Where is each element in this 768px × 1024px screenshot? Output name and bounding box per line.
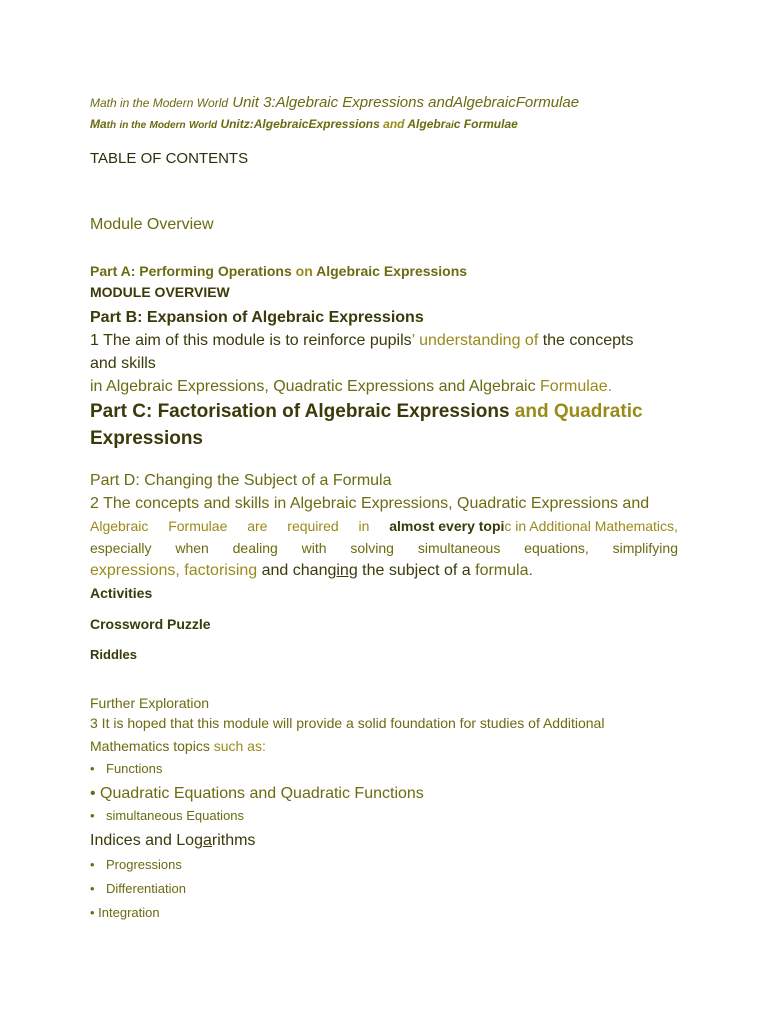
- module-overview-heading: MODULE OVERVIEW: [90, 284, 230, 300]
- para-text: The aim of this module is to reinforce pupils: [98, 332, 412, 349]
- para-text: and chan: [257, 562, 328, 579]
- paragraph-1-cont2: [90, 378, 612, 396]
- riddles-heading[interactable]: Riddles: [90, 647, 137, 662]
- para-number: 2: [90, 495, 99, 512]
- title-fragment: and: [383, 117, 405, 131]
- paragraph-2-justified-1: [90, 518, 678, 534]
- bullet-icon: •: [90, 857, 95, 872]
- list-item-label: simultaneous Equations: [106, 808, 245, 823]
- module-overview-link[interactable]: Module Overview: [90, 216, 214, 233]
- toc-heading: TABLE OF CONTENTS: [90, 150, 249, 167]
- part-c-heading-cont[interactable]: Expressions: [90, 428, 203, 449]
- part-c-text: Part C: Factorisation of Algebraic Expressions: [90, 401, 510, 422]
- bullet-icon: •: [90, 881, 95, 896]
- crossword-heading[interactable]: Crossword Puzzle: [90, 616, 211, 632]
- word: simplifying: [612, 540, 678, 556]
- title-fragment: Formulae: [463, 117, 518, 131]
- list-item: [90, 881, 186, 896]
- word: when: [175, 540, 209, 556]
- para-text: Formulae.: [535, 378, 613, 395]
- word: Algebraic: [90, 518, 149, 534]
- list-item-label: rithms: [211, 832, 256, 849]
- activities-heading[interactable]: Activities: [90, 585, 153, 601]
- paragraph-1-cont: and skills: [90, 355, 156, 372]
- word: solving: [350, 540, 394, 556]
- word: in: [358, 518, 370, 534]
- doc-title-line: [90, 94, 579, 111]
- word: especially: [90, 540, 152, 556]
- para-text: ’ understanding of: [411, 332, 539, 349]
- title-fragment: in the: [119, 120, 147, 131]
- paragraph-2: [90, 495, 649, 513]
- word: equations,: [524, 540, 589, 556]
- list-item: [90, 761, 162, 776]
- para-number: 1: [90, 332, 99, 349]
- part-a-text: Algebraic Expressions: [316, 263, 468, 279]
- list-item: [90, 832, 255, 850]
- paragraph-2-justified-2: [90, 540, 678, 556]
- para-number: 3: [90, 715, 98, 731]
- bullet-icon: •: [90, 761, 95, 776]
- list-item-label: Functions: [106, 761, 163, 776]
- part-d-heading[interactable]: Part D: Changing the Subject of a Formula: [90, 472, 392, 489]
- para-text: The concepts and skills in Algebraic Expressions, Quadratic Expressions and: [98, 495, 650, 512]
- para-text: ging: [327, 562, 358, 579]
- part-c-text: and Quadratic: [509, 401, 643, 422]
- title-fragment: ai: [445, 120, 454, 131]
- title-fragment: Ma: [90, 117, 107, 131]
- unit-title: Unit 3:Algebraic Expressions andAlgebraicFormulae: [232, 94, 580, 111]
- para-text: the concepts: [538, 332, 634, 349]
- list-item-label: ga: [194, 832, 212, 849]
- list-item-label: Progressions: [106, 857, 182, 872]
- title-fragment: Unitz:AlgebraicExpressions: [220, 117, 380, 131]
- para-text: Mathematics topics: [90, 738, 210, 754]
- part-c-heading[interactable]: [90, 401, 643, 423]
- list-item: • Quadratic Equations and Quadratic Functions: [90, 785, 424, 802]
- paragraph-1: [90, 332, 633, 350]
- part-a-text: on: [295, 263, 313, 279]
- para-text: formula.: [470, 562, 533, 579]
- further-exploration-heading[interactable]: Further Exploration: [90, 695, 210, 711]
- title-fragment: th: [106, 120, 117, 131]
- word: with: [301, 540, 327, 556]
- part-a-heading[interactable]: [90, 263, 467, 279]
- title-fragment: ld: [208, 120, 218, 131]
- para-text: such as:: [209, 738, 266, 754]
- list-item: • Integration: [90, 905, 160, 920]
- title-fragment: c: [453, 117, 461, 131]
- part-b-heading[interactable]: Part B: Expansion of Algebraic Expressions: [90, 309, 424, 326]
- doc-title-line-duplicate: [90, 117, 518, 131]
- list-item-label: Differentiation: [106, 881, 186, 896]
- title-fragment: or: [198, 120, 209, 131]
- word: required: [287, 518, 339, 534]
- para-text: in Algebraic Expressions, Quadratic Expressions and Algebraic: [90, 378, 536, 395]
- list-item: [90, 857, 182, 872]
- list-item: [90, 808, 244, 823]
- word: simultaneous: [417, 540, 501, 556]
- emphasis-phrase: [389, 518, 678, 534]
- bold-text: almost every topi: [389, 518, 505, 534]
- paragraph-3-cont: [90, 738, 266, 754]
- list-item-label: Indices and Lo: [90, 832, 195, 849]
- word: Formulae: [168, 518, 228, 534]
- para-text: the subject of a: [357, 562, 471, 579]
- title-fragment: Algebr: [407, 117, 446, 131]
- bullet-icon: •: [90, 808, 95, 823]
- course-name: Math in the Modern World: [90, 96, 229, 110]
- para-text: expressions, factorising: [90, 562, 258, 579]
- title-fragment: Modern: [149, 120, 186, 131]
- word: dealing: [232, 540, 278, 556]
- paragraph-3: [90, 715, 604, 731]
- word: c in Additional Mathematics,: [504, 518, 678, 534]
- paragraph-2-end: [90, 562, 533, 580]
- title-fragment: W: [188, 120, 199, 131]
- part-a-text: Part A: Performing Operations: [90, 263, 292, 279]
- word: are: [247, 518, 268, 534]
- para-text: It is hoped that this module will provide a solid foundation for studies of Additional: [97, 715, 605, 731]
